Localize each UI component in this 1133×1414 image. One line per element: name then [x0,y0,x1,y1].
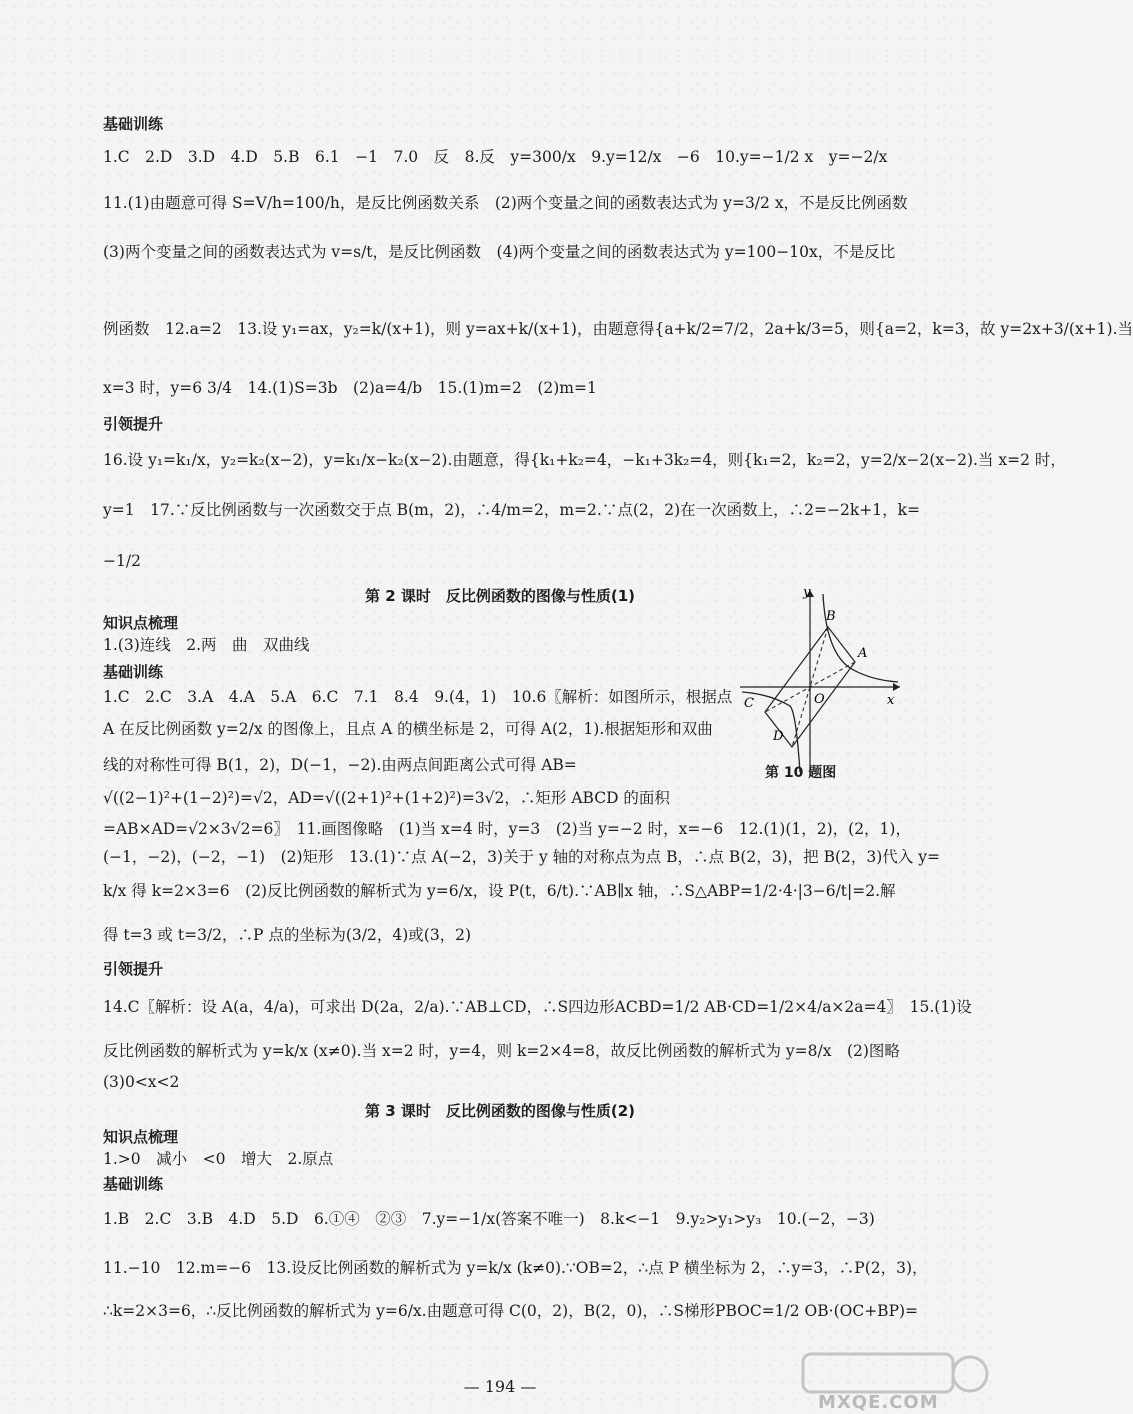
answer-line: 11.(1)由题意可得 S=V/h=100/h，是反比例函数关系 (2)两个变量之间的函数表达式为 y=3/2 x，不是反比例函数 [103,194,908,212]
watermark-text: MXQE.COM [818,1392,939,1413]
answer-line: √((2−1)²+(1−2)²)=√2，AD=√((2+1)²+(1+2)²)=3√2，∴矩形 ABCD 的面积 [103,789,670,807]
section-knowledge: 知识点梳理 [103,614,179,632]
answer-line: ∴k=2×3=6，∴反比例函数的解析式为 y=6/x.由题意可得 C(0，2)，B(2，0)，∴S梯形PBOC=1/2 OB·(OC+BP)= [103,1302,919,1320]
answer-line: 反比例函数的解析式为 y=k/x (x≠0).当 x=2 时，y=4，则 k=2×4=8，故反比例函数的解析式为 y=8/x (2)图略 [103,1042,900,1060]
answer-line: (−1，−2)，(−2，−1) (2)矩形 13.(1)∵点 A(−2，3)关于 y 轴的对称点为点 B，∴点 B(2，3)，把 B(2，3)代入 y= [103,848,940,866]
answer-line: 11.−10 12.m=−6 13.设反比例函数的解析式为 y=k/x (k≠0).∵OB=2，∴点 P 横坐标为 2，∴y=3，∴P(2，3)， [103,1259,928,1277]
hyperbola-rectangle-figure [730,582,930,782]
answer-line: 得 t=3 或 t=3/2，∴P 点的坐标为(3/2，4)或(3，2) [103,926,472,944]
answer-line: x=3 时，y=6 3/4 14.(1)S=3b (2)a=4/b 15.(1)m=2 (2)m=1 [103,379,597,397]
answer-line: 1.C 2.C 3.A 4.A 5.A 6.C 7.1 8.4 9.(4，1) 10.6〖解析：如图所示，根据点 [103,688,733,706]
label-y: y [803,585,811,600]
label-b: B [826,609,836,624]
answer-line: −1/2 [103,552,141,570]
section-basic-training: 基础训练 [103,1175,164,1193]
answer-line: 例函数 12.a=2 13.设 y₁=ax，y₂=k/(x+1)，则 y=ax+k/(x+1)，由题意得{a+k/2=7/2，2a+k/3=5，则{a=2，k=3，故 y=2x+3/(x+1).当 [103,320,1133,338]
answer-line: (3)两个变量之间的函数表达式为 v=s/t，是反比例函数 (4)两个变量之间的函数表达式为 y=100−10x，不是反比 [103,243,896,261]
x-axis-arrow-icon [893,683,900,691]
answer-line: (3)0<x<2 [103,1073,180,1091]
page-number: — 194 — [463,1377,537,1396]
answer-line: =AB×AD=√2×3√2=6〗 11.画图像略 (1)当 x=4 时，y=3 (2)当 y=−2 时，x=−6 12.(1)(1，2)，(2，1)， [103,820,911,838]
answer-line: A 在反比例函数 y=2/x 的图像上，且点 A 的横坐标是 2，可得 A(2，1).根据矩形和双曲 [103,720,713,738]
label-d: D [773,729,784,744]
section-lead-up: 引领提升 [103,960,164,978]
label-c: C [744,696,754,711]
hyperbola-branch-upper [823,594,898,682]
answer-line: 14.C〖解析：设 A(a，4/a)，可求出 D(2a，2/a).∵AB⊥CD，∴S四边形ACBD=1/2 AB·CD=1/2×4/a×2a=4〗 15.(1)设 [103,998,972,1016]
answer-line: k/x 得 k=2×3=6 (2)反比例函数的解析式为 y=6/x，设 P(t，6/t).∵AB∥x 轴，∴S△ABP=1/2·4·|3−6/t|=2.解 [103,882,896,900]
answer-line: y=1 17.∵反比例函数与一次函数交于点 B(m，2)，∴4/m=2，m=2.∵点(2，2)在一次函数上，∴2=−2k+1，k= [103,501,920,519]
section-basic-training: 基础训练 [103,663,164,681]
figure-caption: 第 10 题图 [765,765,837,781]
section-knowledge: 知识点梳理 [103,1128,179,1146]
label-o: O [814,692,825,707]
answer-line: 线的对称性可得 B(1，2)，D(−1，−2).由两点间距离公式可得 AB= [103,756,577,774]
lesson-title: 第 2 课时 反比例函数的图像与性质(1) [364,587,636,605]
answer-line: 16.设 y₁=k₁/x，y₂=k₂(x−2)，y=k₁/x−k₂(x−2).由题意，得{k₁+k₂=4，−k₁+3k₂=4，则{k₁=2，k₂=2，y=2/x−2(x−2).当 x=2 时， [103,451,1066,469]
answer-line: 1.(3)连线 2.两 曲 双曲线 [103,636,310,654]
section-lead-up: 引领提升 [103,415,164,433]
section-basic-training: 基础训练 [103,115,164,133]
answer-line: 1.C 2.D 3.D 4.D 5.B 6.1 −1 7.0 反 8.反 y=300/x 9.y=12/x −6 10.y=−1/2 x y=−2/x [103,148,888,166]
label-x: x [887,693,895,708]
lesson-title: 第 3 课时 反比例函数的图像与性质(2) [364,1102,636,1120]
answer-line: 1.B 2.C 3.B 4.D 5.D 6.①④ ②③ 7.y=−1/x(答案不唯一) 8.k<−1 9.y₂>y₁>y₃ 10.(−2，−3) [103,1210,875,1228]
answer-line: 1.>0 减小 <0 增大 2.原点 [103,1150,334,1168]
label-a: A [858,646,868,661]
